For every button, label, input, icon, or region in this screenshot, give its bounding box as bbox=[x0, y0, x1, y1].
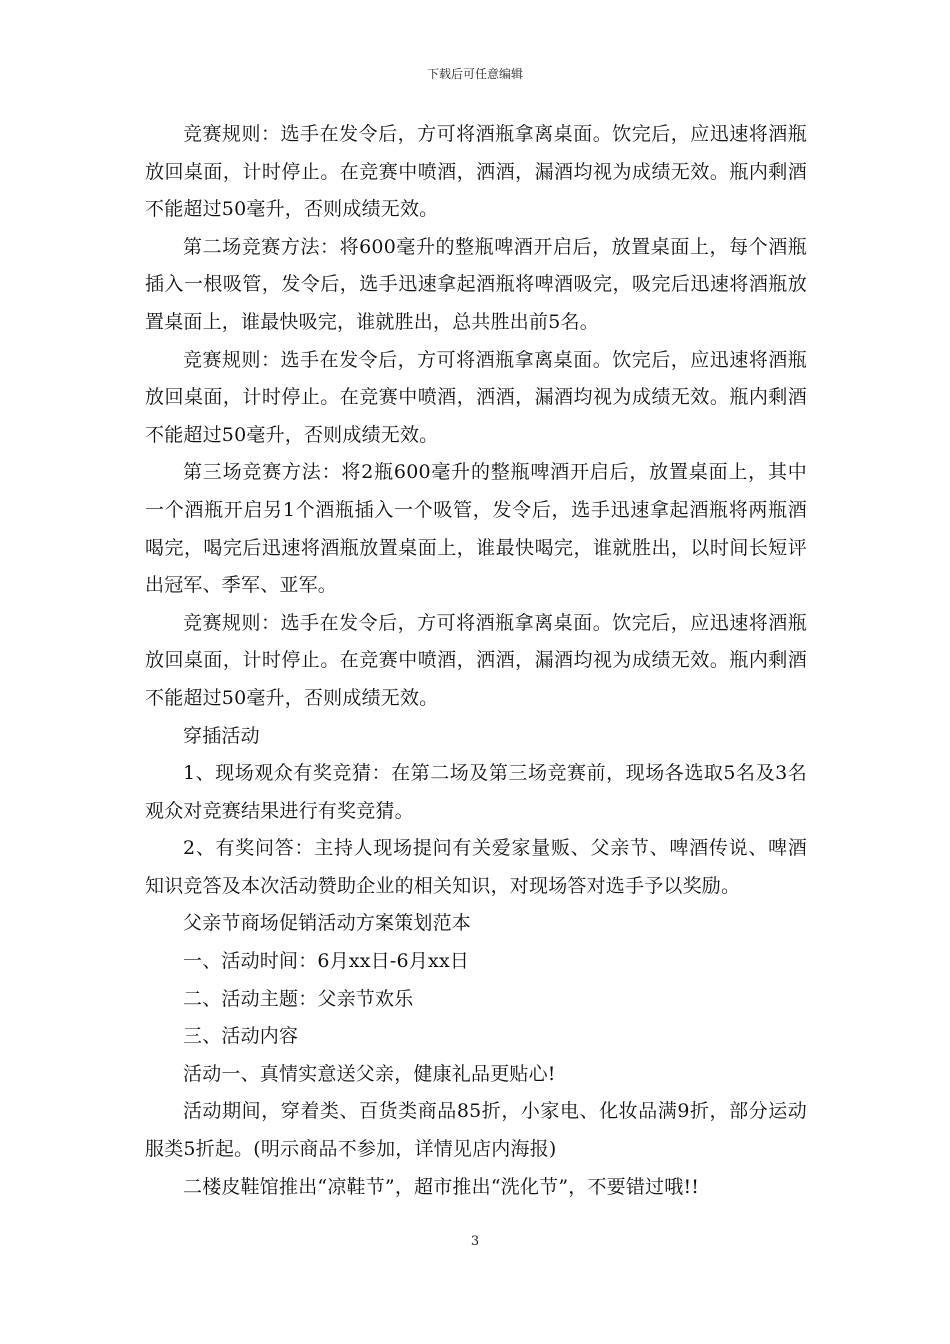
paragraph-discounts: 活动期间，穿着类、百货类商品85折，小家电、化妆品满9折，部分运动服类5折起。(明示商品不参加，详情见店内海报) bbox=[145, 1100, 807, 1161]
paragraph-section-title: 父亲节商场促销活动方案策划范本 bbox=[183, 912, 472, 935]
paragraph-activity-content: 三、活动内容 bbox=[183, 1025, 299, 1048]
paragraph-activity-one: 活动一、真情实意送父亲，健康礼品更贴心! bbox=[183, 1062, 556, 1085]
paragraph-round-3-method: 第三场竞赛方法：将2瓶600毫升的整瓶啤酒开启后，放置桌面上，其中一个酒瓶开启另1个酒瓶插入一个吸管，发令后，选手迅速拿起酒瓶将两瓶酒喝完，喝完后迅速将酒瓶放置桌面上，谁最快喝完，谁就胜出，以时间长短评出冠军、季军、亚军。 bbox=[145, 461, 807, 597]
paragraph-rules-2: 竞赛规则：选手在发令后，方可将酒瓶拿离桌面。饮完后，应迅速将酒瓶放回桌面，计时停止。在竞赛中喷酒，洒酒，漏酒均视为成绩无效。瓶内剩酒不能超过50毫升，否则成绩无效。 bbox=[145, 348, 807, 446]
page-number: 3 bbox=[470, 1234, 480, 1249]
paragraph-activity-theme: 二、活动主题：父亲节欢乐 bbox=[183, 987, 414, 1010]
paragraph-festivals: 二楼皮鞋馆推出“凉鞋节”，超市推出“洗化节”，不要错过哦!! bbox=[183, 1175, 700, 1198]
paragraph-prize-qa: 2、有奖问答：主持人现场提问有关爱家量贩、父亲节、啤酒传说、啤酒知识竞答及本次活动赞助企业的相关知识，对现场答对选手予以奖励。 bbox=[145, 837, 807, 897]
paragraph-activity-time: 一、活动时间：6月xx日-6月xx日 bbox=[183, 950, 470, 973]
document-body bbox=[145, 116, 807, 1206]
paragraph-audience-quiz: 1、现场观众有奖竞猜：在第二场及第三场竞赛前，现场各选取5名及3名观众对竞赛结果进行有奖竞猜。 bbox=[145, 762, 807, 822]
paragraph-interlude-heading: 穿插活动 bbox=[183, 724, 260, 747]
paragraph-rules-3: 竞赛规则：选手在发令后，方可将酒瓶拿离桌面。饮完后，应迅速将酒瓶放回桌面，计时停止。在竞赛中喷酒，洒酒，漏酒均视为成绩无效。瓶内剩酒不能超过50毫升，否则成绩无效。 bbox=[145, 611, 807, 709]
paragraph-rules-1: 竞赛规则：选手在发令后，方可将酒瓶拿离桌面。饮完后，应迅速将酒瓶放回桌面，计时停止。在竞赛中喷酒，洒酒，漏酒均视为成绩无效。瓶内剩酒不能超过50毫升，否则成绩无效。 bbox=[145, 123, 807, 221]
paragraph-round-2-method: 第二场竞赛方法：将600毫升的整瓶啤酒开启后，放置桌面上，每个酒瓶插入一根吸管，发令后，选手迅速拿起酒瓶将啤酒吸完，吸完后迅速将酒瓶放置桌面上，谁最快吸完，谁就胜出，总共胜出前5名。 bbox=[145, 235, 807, 333]
page-header: 下载后可任意编辑 bbox=[426, 67, 523, 81]
